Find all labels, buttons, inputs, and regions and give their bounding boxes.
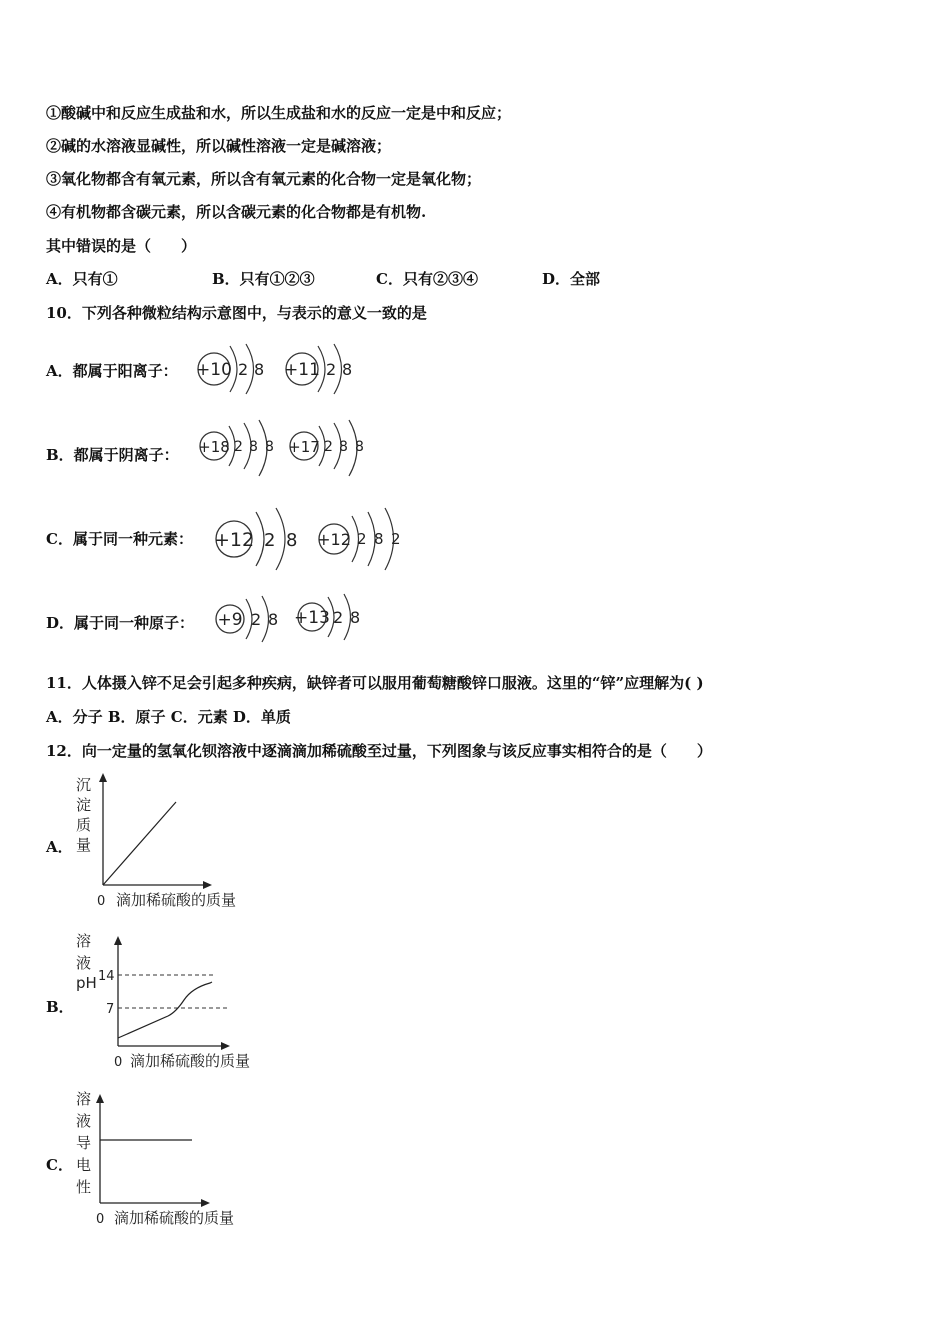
q10-stem: 10．下列各种微粒结构示意图中，与表示的意义一致的是: [46, 304, 427, 322]
shell-electrons: 8: [254, 360, 265, 379]
y-tick-label: 14: [98, 969, 115, 984]
nucleus-charge: +9: [217, 610, 243, 630]
q12-graph-b-label: B．: [46, 998, 74, 1016]
shell-electrons: 2: [264, 530, 276, 551]
y-axis-label-char: 液: [76, 1112, 92, 1130]
q12-graph-b: [70, 928, 280, 1073]
atom-diagram: [288, 420, 364, 476]
origin-label: 0: [96, 1212, 105, 1227]
q9-option-a: A．只有①: [46, 270, 118, 288]
q10-option-c-diagram: [210, 504, 420, 574]
shell-electrons: 2: [251, 610, 262, 629]
q11-options: A．分子 B．原子 C．元素 D．单质: [46, 708, 291, 726]
shell-electrons: 8: [339, 439, 348, 455]
q9-option-d: D．全部: [542, 270, 601, 288]
shell-electrons: 2: [326, 360, 337, 379]
shell-electrons: 2: [391, 530, 401, 548]
shell-electrons: 8: [286, 530, 298, 551]
nucleus-charge: +12: [317, 530, 351, 549]
y-axis-label-char: 导: [76, 1134, 92, 1152]
statement-4: ④有机物都含碳元素，所以含碳元素的化合物都是有机物.: [46, 203, 427, 221]
ph-curve: [118, 982, 212, 1038]
shell-electrons: 8: [355, 439, 364, 455]
shell-electrons: 2: [238, 360, 249, 379]
q10-option-a-diagram: [190, 340, 370, 398]
shell-electrons: 8: [350, 608, 361, 627]
atom-diagram: [284, 344, 352, 394]
q9-option-b: B．只有①②③: [212, 270, 315, 288]
q10-option-c-label: C．属于同一种元素：: [46, 530, 193, 548]
x-axis-label: 滴加稀硫酸的质量: [114, 1209, 235, 1227]
y-axis-label-char: 溶: [76, 932, 92, 950]
shell-electrons: 2: [234, 439, 243, 455]
atom-diagram: [214, 508, 298, 570]
q11-stem: 11．人体摄入锌不足会引起多种疾病，缺锌者可以服用葡萄糖酸锌口服液。这里的“锌”应理解为( ): [46, 674, 704, 692]
y-axis-arrow: [114, 936, 122, 945]
shell-electrons: 8: [374, 530, 384, 548]
q12-graph-c: [70, 1088, 270, 1238]
nucleus-charge: +17: [288, 438, 320, 456]
origin-label: 0: [114, 1055, 123, 1070]
nucleus-charge: +12: [213, 529, 255, 551]
q9-option-c: C．只有②③④: [376, 270, 478, 288]
y-axis-label-char: 溶: [76, 1090, 92, 1108]
shell-electrons: 2: [333, 608, 344, 627]
statement-3: ③氧化物都含有氧元素，所以含有氧元素的化合物一定是氧化物；: [46, 170, 482, 188]
statement-1: ①酸碱中和反应生成盐和水，所以生成盐和水的反应一定是中和反应；: [46, 104, 512, 122]
y-tick-label: 7: [106, 1002, 115, 1017]
x-axis-arrow: [203, 881, 212, 889]
data-line: [103, 802, 176, 885]
nucleus-charge: +10: [196, 360, 232, 380]
q12-stem: 12．向一定量的氢氧化钡溶液中逐滴滴加稀硫酸至过量，下列图象与该反应事实相符合的是（ ）: [46, 742, 712, 760]
x-axis-arrow: [201, 1199, 210, 1207]
y-axis-arrow: [99, 773, 107, 782]
q10-option-d-label: D．属于同一种原子：: [46, 614, 195, 632]
q12-graph-a-label: A．: [46, 838, 73, 856]
y-axis-label-char: 淀: [76, 796, 92, 814]
q12-graph-c-label: C．: [46, 1156, 73, 1174]
q10-option-d-diagram: [206, 592, 386, 646]
q12-graph-a: [70, 770, 270, 912]
q9-prompt: 其中错误的是（ ）: [46, 237, 197, 255]
q10-option-a-label: A．都属于阳离子：: [46, 362, 178, 380]
nucleus-charge: +11: [284, 360, 320, 380]
atom-diagram: [216, 596, 278, 642]
y-axis-label-char: pH: [76, 974, 97, 992]
q10-option-b-diagram: [192, 418, 392, 482]
shell-electrons: 8: [249, 439, 258, 455]
nucleus-charge: +18: [198, 438, 230, 456]
x-axis-arrow: [221, 1042, 230, 1050]
y-axis-label-char: 性: [76, 1178, 92, 1196]
statement-2: ②碱的水溶液显碱性，所以碱性溶液一定是碱溶液；: [46, 137, 392, 155]
atom-diagram: [294, 594, 360, 640]
atom-diagram: [198, 420, 274, 476]
y-axis-label-char: 量: [76, 836, 92, 854]
y-axis-label-char: 液: [76, 954, 92, 972]
shell-electrons: 2: [357, 530, 367, 548]
x-axis-label: 滴加稀硫酸的质量: [116, 891, 237, 909]
shell-electrons: 2: [324, 439, 333, 455]
atom-diagram: [317, 508, 400, 570]
x-axis-label: 滴加稀硫酸的质量: [130, 1052, 251, 1070]
shell-electrons: 8: [268, 610, 279, 629]
atom-diagram: [196, 344, 264, 394]
nucleus-charge: +13: [294, 608, 330, 628]
shell-electrons: 8: [342, 360, 353, 379]
origin-label: 0: [97, 894, 106, 909]
y-axis-label-char: 电: [76, 1156, 92, 1174]
y-axis-arrow: [96, 1094, 104, 1103]
y-axis-label-char: 沉: [76, 776, 92, 794]
y-axis-label-char: 质: [76, 816, 92, 834]
q10-option-b-label: B．都属于阴离子：: [46, 446, 179, 464]
shell-electrons: 8: [265, 439, 274, 455]
